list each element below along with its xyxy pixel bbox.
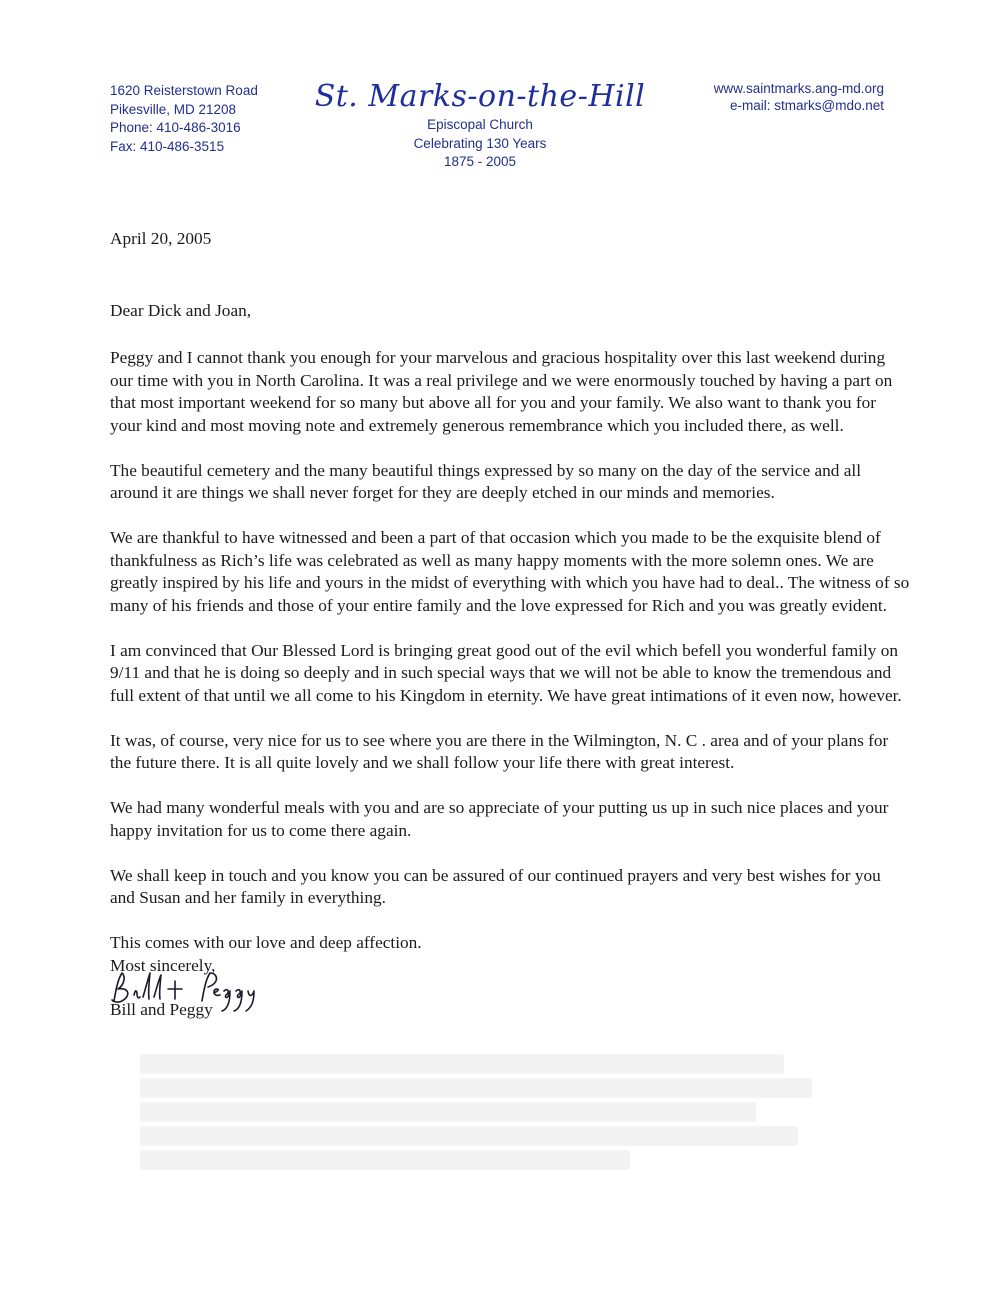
anniversary-years: 1875 - 2005 <box>443 154 517 169</box>
street-address: 1620 Reisterstown Road <box>110 83 258 98</box>
paragraph-thanks: Peggy and I cannot thank you enough for your marvelous and gracious hospitality over this last weekend during our time with you in North Carolina. It was a real privilege and we were enormously touched by having a part on that most important weekend for so many but above all for you and your family. We also want to thank you for your kind and most moving note and extremely generous remembrance which you included there, as well. <box>110 348 893 435</box>
phone-number: Phone: 410-486-3016 <box>110 120 241 135</box>
letterhead <box>0 0 1000 190</box>
city-state-zip: Pikesville, MD 21208 <box>110 101 237 117</box>
signed-names: Bill and Peggy <box>110 1000 213 1019</box>
church-contact-web <box>714 80 884 114</box>
church-address <box>110 82 258 156</box>
paragraph-cemetery: The beautiful cemetery and the many beautiful things expressed by so many on the day of the service and all around it are things we shall never forget for they are deeply etched in our minds and memories. <box>110 460 862 502</box>
paragraph-conviction: I am convinced that Our Blessed Lord is bringing great good out of the evil which befell you wonderful family on 9/11 and that he is doing so deeply and in such special ways that we will not be able to know the tremendous and full extent of that until we all come to his Kingdom in eternity. We have great intimations of it even now, however. <box>110 640 902 705</box>
paragraph-occasion: We are thankful to have witnessed and been a part of that occasion which you made to be the exquisite blend of thankfulness as Rich’s life was celebrated as well as many happy moments with the more solemn ones. We are greatly inspired by his life and yours in the midst of everything with which you have had to deal.. The witness of so many of his friends and those of your entire family and the love expressed for Rich and you was greatly evident. <box>110 528 910 615</box>
anniversary-line: Celebrating 130 Years <box>413 135 547 151</box>
church-denomination: Episcopal Church <box>427 117 533 132</box>
reverse-side-bleed-through <box>140 1050 840 1220</box>
letter-date: April 20, 2005 <box>110 229 212 248</box>
email-address[interactable]: e-mail: stmarks@mdo.net <box>730 98 884 113</box>
church-name: St. Marks-on-the-Hill <box>314 79 646 114</box>
letter-body <box>110 228 910 1025</box>
fax-number: Fax: 410-486-3515 <box>110 138 225 154</box>
website-link[interactable]: www.saintmarks.ang-md.org <box>713 81 884 96</box>
paragraph-wilmington: It was, of course, very nice for us to see where you are there in the Wilmington, N. C . area and of your plans for the future there. It is all quite lovely and we shall follow your life there with great interest. <box>110 730 889 772</box>
closing-line: This comes with our love and deep affection. <box>110 933 422 952</box>
paragraph-keep-in-touch: We shall keep in touch and you know you can be assured of our continued prayers and very best wishes for you and Susan and her family in everything. <box>110 865 881 907</box>
church-masthead <box>300 78 660 172</box>
signoff: Most sincerely, <box>110 955 216 975</box>
signature-block <box>110 977 910 1025</box>
salutation: Dear Dick and Joan, <box>110 300 252 320</box>
paragraph-meals: We had many wonderful meals with you and are so appreciate of your putting us up in such nice places and your happy invitation for us to come there again. <box>110 798 889 840</box>
